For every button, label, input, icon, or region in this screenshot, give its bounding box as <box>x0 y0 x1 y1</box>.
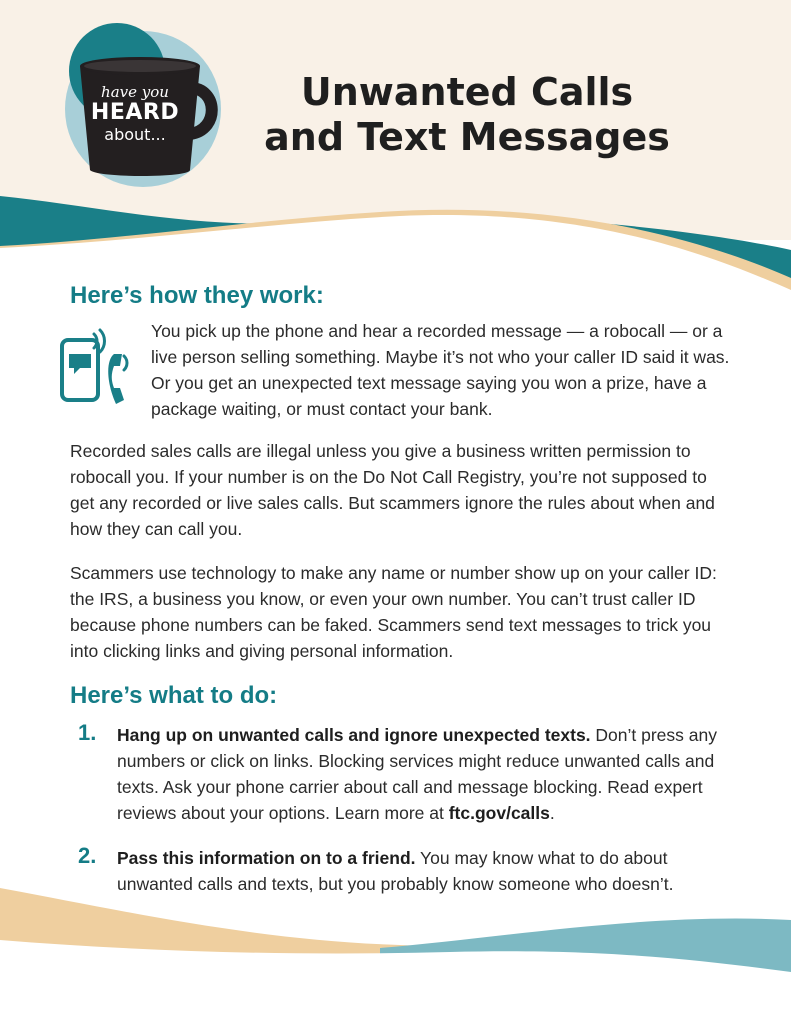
section-heading-what-to-do: Here’s what to do: <box>70 682 278 709</box>
step-1-text <box>117 722 727 826</box>
section-heading-how-they-work: Here’s how they work: <box>70 282 324 309</box>
paragraph-legality: Recorded sales calls are illegal unless you give a business written permission to robocall you. If your number is on the Do Not Call Registry, you’re not supposed to get any recorded or live sales calls. But scammers ignore the rules about when and how they can call you. <box>70 441 715 539</box>
logo-line-2: HEARD <box>90 100 180 125</box>
step-2-body: You may know what to do about unwanted calls and texts, but you probably know someone who doesn’t. <box>117 848 674 894</box>
step-1-body: Don’t press any numbers or click on links. Blocking services might reduce unwanted calls and texts. Ask your phone carrier about call and message blocking. Read expert reviews about your options. Learn more at <box>117 725 717 823</box>
ftc-link[interactable]: ftc.gov/calls <box>448 803 550 823</box>
intro-paragraph: You pick up the phone and hear a recorded message — a robocall — or a live person selling something. Maybe it’s not who your caller ID said it was. Or you get an unexpected text message saying you won a prize, have a package waiting, or must contact your bank. <box>151 321 730 419</box>
phone-text-icon <box>56 326 134 408</box>
step-1-period: . <box>549 803 555 823</box>
page-title <box>262 70 672 160</box>
title-line-1: Unwanted Calls <box>300 70 634 114</box>
logo-text <box>86 84 184 144</box>
step-number: 2. <box>78 843 97 868</box>
paragraph-caller-id: Scammers use technology to make any name or number show up on your caller ID: the IRS, a business you know, or even your own number. You can’t trust caller ID because phone numbers can be faked. Scammers send text messages to trick you into clicking links and giving personal information. <box>70 563 717 661</box>
step-2-bold: Pass this information on to a friend. <box>117 848 416 868</box>
step-number: 1. <box>78 720 97 745</box>
step-1-bold: Hang up on unwanted calls and ignore unexpected texts. <box>117 725 591 745</box>
title-line-2: and Text Messages <box>264 115 670 159</box>
logo-line-1: have you <box>101 83 169 101</box>
logo-line-3: about... <box>104 125 166 144</box>
footer-waves <box>0 870 791 1023</box>
